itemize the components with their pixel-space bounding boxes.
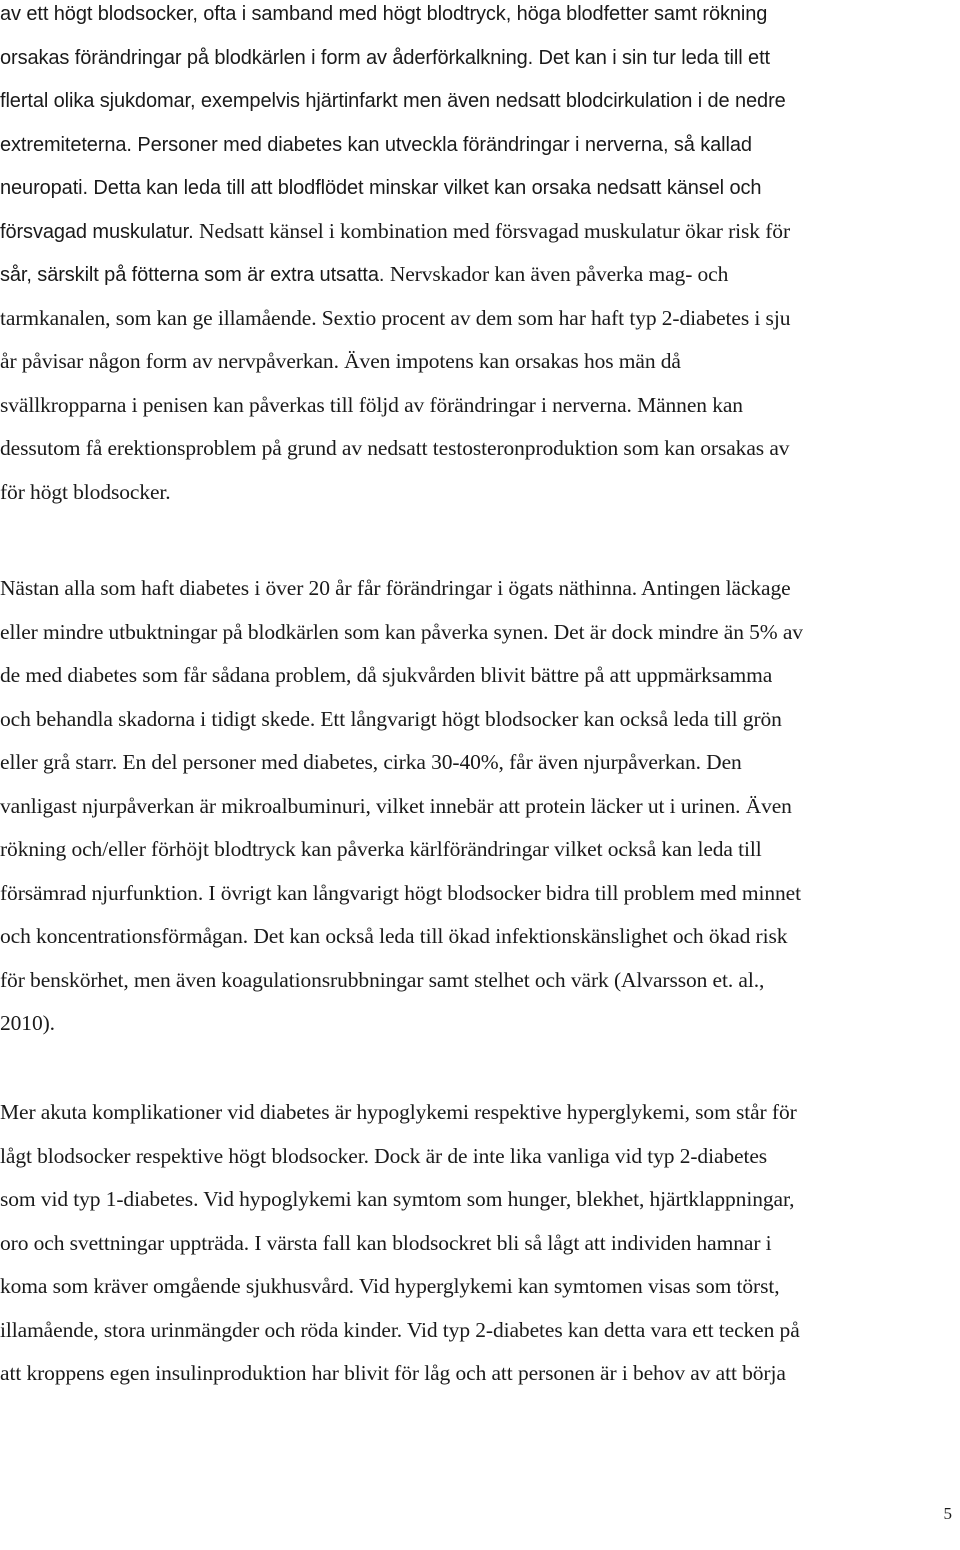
text-line — [0, 706, 782, 732]
text-line — [0, 967, 764, 993]
text-line — [0, 435, 789, 461]
text-line — [0, 1317, 800, 1343]
text-segment: sår, särskilt på fötterna som är extra utsatta. — [0, 264, 390, 286]
text-segment: de med diabetes som får sådana problem, då sjukvården blivit bättre på att uppmärksamma — [0, 663, 773, 687]
text-line — [0, 1230, 772, 1256]
text-segment: Mer akuta komplikationer vid diabetes är hypoglykemi respektive hyperglykemi, som står för — [0, 1100, 797, 1124]
text-segment: oro och svettningar uppträda. I värsta fall kan blodsockret bli så lågt att individen hamnar i — [0, 1230, 772, 1255]
text-segment: av ett högt blodsocker, ofta i samband med högt blodtryck, höga blodfetter samt rökning — [0, 3, 768, 25]
text-line — [0, 793, 792, 819]
text-line — [0, 392, 743, 418]
text-line — [0, 44, 770, 71]
text-line — [0, 880, 801, 906]
text-segment: Nervskador kan även påverka mag- och — [389, 262, 729, 286]
text-segment: vanligast njurpåverkan är mikroalbuminuri, vilket innebär att protein läcker ut i urinen. Även — [0, 793, 792, 818]
text-segment: och koncentrationsförmågan. Det kan också leda till ökad infektionskänslighet och ökad risk — [0, 924, 788, 948]
text-line — [0, 131, 752, 158]
text-segment: 2010). — [0, 1011, 55, 1035]
text-segment: lågt blodsocker respektive högt blodsocker. Dock är de inte lika vanliga vid typ 2-diabetes — [0, 1143, 768, 1168]
text-line — [0, 619, 803, 645]
text-segment: neuropati. Detta kan leda till att blodflödet minskar vilket kan orsaka nedsatt känsel och — [0, 177, 762, 199]
text-segment: dessutom få erektionsproblem på grund av nedsatt testosteronproduktion som kan orsakas av — [0, 436, 790, 460]
text-line — [0, 749, 742, 775]
text-segment: försämrad njurfunktion. I övrigt kan långvarigt högt blodsocker bidra till problem med minnet — [0, 880, 801, 905]
text-segment: svällkropparna i penisen kan påverkas till följd av förändringar i nerverna. Männen kan — [0, 392, 743, 417]
text-line — [0, 218, 790, 245]
text-segment: koma som kräver omgående sjukhusvård. Vid hyperglykemi kan symtomen visas som törst, — [0, 1274, 780, 1298]
text-line — [0, 1360, 786, 1386]
text-line — [0, 348, 681, 374]
text-line — [0, 305, 790, 331]
text-segment: år påvisar någon form av nervpåverkan. Även impotens kan orsakas hos män då — [0, 349, 681, 373]
text-segment: som vid typ 1-diabetes. Vid hypoglykemi kan symtom som hunger, blekhet, hjärtklappningar, — [0, 1187, 795, 1211]
text-segment: försvagad muskulatur. — [0, 220, 200, 243]
text-line — [0, 0, 767, 27]
text-line — [0, 1273, 780, 1299]
text-segment: för benskörhet, men även koagulationsrubbningar samt stelhet och värk (Alvarsson et. al., — [0, 967, 765, 992]
text-segment: orsakas förändringar på blodkärlen i form av åderförkalkning. Det kan i sin tur leda till ett — [0, 46, 770, 69]
text-line — [0, 836, 762, 862]
text-segment: eller grå starr. En del personer med diabetes, cirka 30-40%, får även njurpåverkan. Den — [0, 750, 742, 774]
text-line — [0, 479, 171, 505]
text-line — [0, 662, 772, 688]
text-line — [0, 87, 786, 114]
text-segment: Nästan alla som haft diabetes i över 20 år får förändringar i ögats näthinna. Antingen läckage — [0, 576, 791, 600]
text-line — [0, 1143, 767, 1169]
text-line — [0, 261, 728, 288]
text-segment: för högt blodsocker. — [0, 479, 171, 504]
text-line — [0, 1186, 794, 1212]
text-line — [0, 575, 791, 601]
text-segment: extremiteterna. Personer med diabetes kan utveckla förändringar i nerverna, så kallad — [0, 133, 752, 156]
text-segment: och behandla skadorna i tidigt skede. Ett långvarigt högt blodsocker kan också leda till grön — [0, 706, 782, 731]
page-number: 5 — [943, 1504, 952, 1523]
text-line — [0, 923, 787, 949]
text-line — [0, 174, 761, 201]
text-segment: Nedsatt känsel i kombination med försvagad muskulatur ökar risk för — [199, 218, 791, 243]
text-line — [0, 1010, 55, 1036]
text-segment: illamående, stora urinmängder och röda kinder. Vid typ 2-diabetes kan detta vara ett tecken på — [0, 1317, 800, 1342]
text-segment: att kroppens egen insulinproduktion har blivit för låg och att personen är i behov av att börja — [0, 1361, 786, 1385]
text-segment: tarmkanalen, som kan ge illamående. Sextio procent av dem som har haft typ 2-diabetes i sju — [0, 305, 791, 330]
text-segment: eller mindre utbuktningar på blodkärlen som kan påverka synen. Det är dock mindre än 5% av — [0, 619, 803, 644]
text-segment: rökning och/eller förhöjt blodtryck kan påverka kärlförändringar vilket också kan leda till — [0, 837, 762, 861]
text-line — [0, 1099, 797, 1125]
text-segment: flertal olika sjukdomar, exempelvis hjärtinfarkt men även nedsatt blodcirkulation i de nedre — [0, 90, 786, 112]
